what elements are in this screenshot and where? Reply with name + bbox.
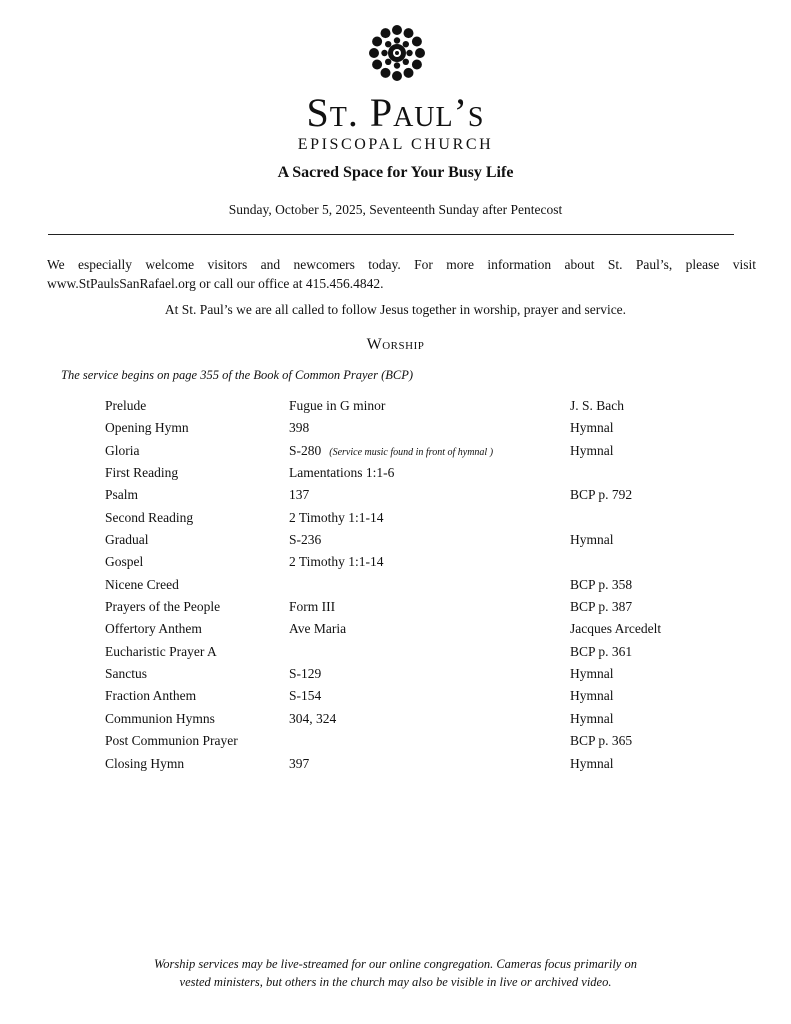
service-detail — [289, 509, 384, 527]
service-part: Second Reading — [105, 509, 194, 525]
service-part: Prayers of the People — [105, 599, 221, 615]
service-row — [105, 708, 665, 730]
service-source: J. S. Bach — [570, 398, 624, 413]
service-row — [105, 507, 665, 529]
service-detail-text: 398 — [289, 420, 310, 436]
service-detail-text: S-280 — [289, 442, 322, 458]
org-subtitle: EPISCOPAL CHURCH — [297, 136, 494, 153]
footer-line: Worship services may be live-streamed for our online congregation. Cameras focus primarily on — [154, 957, 637, 971]
service-detail — [289, 397, 385, 415]
service-source: Hymnal — [570, 532, 614, 548]
service-detail — [289, 464, 394, 482]
service-source: BCP p. 365 — [570, 733, 633, 749]
service-row — [105, 753, 665, 775]
service-source: Hymnal — [570, 666, 614, 682]
divider — [48, 234, 734, 235]
service-source: Hymnal — [570, 420, 614, 436]
service-part: Post Communion Prayer — [105, 733, 238, 749]
service-row — [105, 641, 665, 663]
service-source: BCP p. 792 — [570, 487, 633, 503]
service-source: BCP p. 361 — [570, 643, 633, 659]
service-row — [105, 440, 665, 462]
service-detail — [289, 442, 493, 462]
service-detail-text: Fugue in G minor — [289, 398, 386, 413]
service-part: Communion Hymns — [105, 710, 215, 726]
service-source: Hymnal — [570, 442, 614, 458]
welcome-text: We especially welcome visitors and newcomers today. For more information about St. Paul’s, please visit www.StPaulsSanRafael.org or call our office at 415.456.4842. — [47, 257, 756, 291]
service-row — [105, 663, 665, 685]
service-detail-text: S-129 — [289, 666, 322, 682]
service-row — [105, 484, 665, 506]
service-part: Eucharistic Prayer A — [105, 643, 217, 659]
service-part: Offertory Anthem — [105, 621, 202, 637]
service-detail-text: Form III — [289, 599, 336, 615]
service-row — [105, 618, 665, 640]
service-part: Opening Hymn — [105, 420, 189, 436]
service-part: First Reading — [105, 465, 179, 481]
service-part: Gospel — [105, 554, 144, 570]
service-detail — [289, 710, 336, 728]
rose-window-icon — [366, 22, 428, 84]
calling-text: At St. Paul’s we are all called to follow Jesus together in worship, prayer and service. — [164, 302, 627, 317]
service-note: (Service music found in front of hymnal ) — [329, 446, 494, 458]
service-source: BCP p. 387 — [570, 599, 633, 615]
service-detail — [289, 486, 309, 504]
service-detail — [289, 687, 321, 705]
section-title: Worship — [366, 336, 425, 353]
service-detail-text: 137 — [289, 487, 310, 503]
service-detail-text: 2 Timothy 1:1-14 — [289, 509, 384, 525]
footer-line: vested ministers, but others in the church may also be visible in live or archived video. — [179, 975, 612, 989]
service-row — [105, 551, 665, 573]
service-source: Hymnal — [570, 710, 614, 726]
service-detail — [289, 665, 321, 683]
service-row — [105, 395, 665, 417]
service-part: Prelude — [105, 398, 147, 413]
service-part: Fraction Anthem — [105, 688, 197, 704]
service-detail — [289, 598, 335, 616]
service-row — [105, 730, 665, 752]
service-row — [105, 462, 665, 484]
service-source: Hymnal — [570, 688, 614, 704]
service-row — [105, 685, 665, 707]
service-detail-text: Lamentations 1:1-6 — [289, 465, 395, 481]
service-detail-text: 304, 324 — [289, 710, 337, 726]
service-detail-text: S-154 — [289, 688, 322, 704]
service-row — [105, 596, 665, 618]
service-detail — [289, 531, 321, 549]
service-detail — [289, 553, 384, 571]
service-intro: The service begins on page 355 of the Book of Common Prayer (BCP) — [61, 368, 414, 382]
service-part: Sanctus — [105, 666, 147, 682]
footer-note — [0, 955, 791, 991]
service-detail — [289, 755, 309, 773]
service-detail-text: S-236 — [289, 532, 322, 548]
service-detail — [289, 620, 346, 638]
service-part: Closing Hymn — [105, 755, 185, 771]
service-detail-text: 397 — [289, 755, 310, 771]
order-of-service — [105, 395, 665, 775]
service-row — [105, 529, 665, 551]
service-source: Hymnal — [570, 755, 614, 771]
service-detail-text: Ave Maria — [289, 621, 347, 637]
service-source: Jacques Arcedelt — [570, 621, 662, 637]
tagline: A Sacred Space for Your Busy Life — [277, 164, 514, 181]
service-row — [105, 417, 665, 439]
service-date: Sunday, October 5, 2025, Seventeenth Sunday after Pentecost — [228, 202, 563, 217]
service-part: Gloria — [105, 442, 140, 458]
service-row — [105, 574, 665, 596]
service-detail-text: 2 Timothy 1:1-14 — [289, 554, 384, 570]
service-part: Gradual — [105, 532, 149, 548]
service-part: Nicene Creed — [105, 576, 179, 592]
service-part: Psalm — [105, 487, 139, 503]
service-source: BCP p. 358 — [570, 576, 633, 592]
service-detail — [289, 419, 309, 437]
org-name: St. Paul’s — [306, 90, 485, 135]
